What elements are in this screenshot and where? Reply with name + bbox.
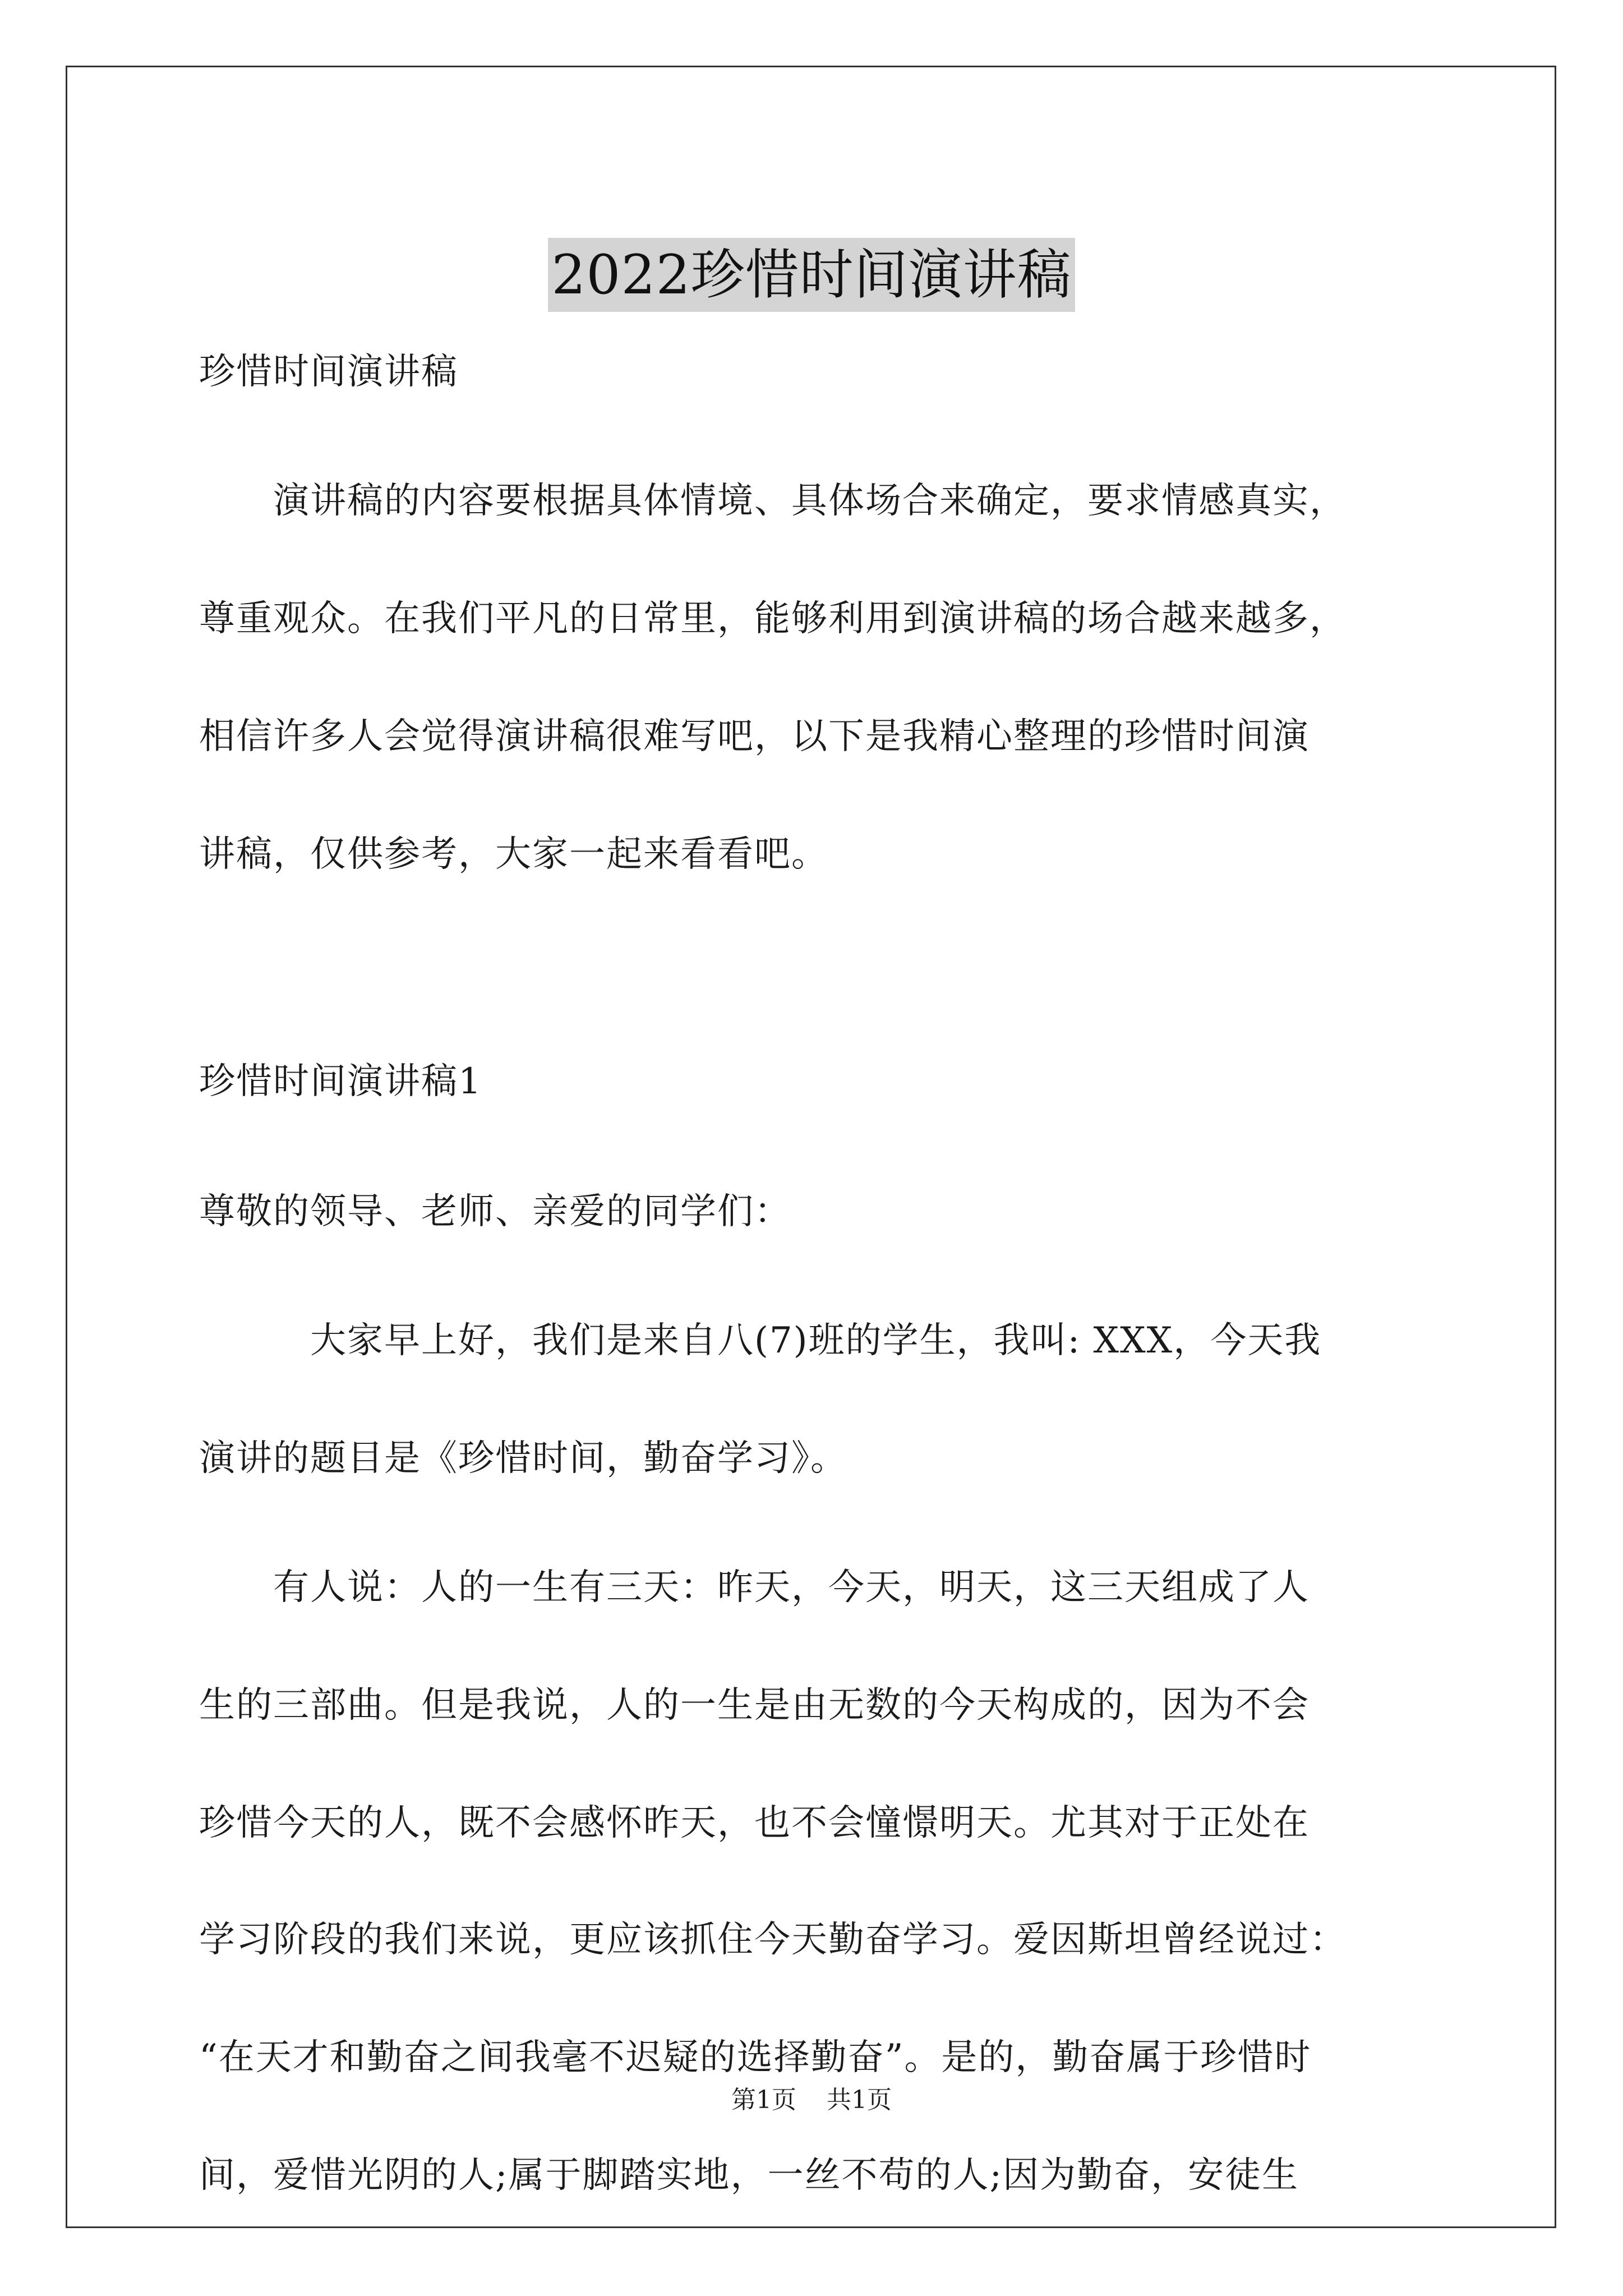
paragraph-line: “在天才和勤奋之间我毫不迟疑的选择勤奋”。是的，勤奋属于珍惜时 (199, 2037, 1312, 2078)
paragraph-line: 珍惜今天的人，既不会感怀昨天，也不会憧憬明天。尤其对于正处在 (199, 1802, 1310, 1844)
paragraph-line: 尊重观众。在我们平凡的日常里，能够利用到演讲稿的场合越来越多， (199, 598, 1347, 639)
paragraph-line: 演讲稿的内容要根据具体情境、具体场合来确定，要求情感真实， (199, 480, 1347, 522)
section-heading: 珍惜时间演讲稿 (199, 351, 458, 393)
paragraph-line: 生的三部曲。但是我说，人的一生是由无数的今天构成的，因为不会 (199, 1685, 1310, 1726)
paragraph-line: 讲稿，仅供参考，大家一起来看看吧。 (199, 834, 828, 875)
paragraph-line: 有人说：人的一生有三天：昨天，今天，明天，这三天组成了人 (199, 1567, 1310, 1608)
paragraph-line: 学习阶段的我们来说，更应该抓住今天勤奋学习。爱因斯坦曾经说过： (199, 1919, 1347, 1961)
page-total: 共1页 (827, 2086, 892, 2114)
paragraph-line: 间，爱惜光阴的人;属于脚踏实地，一丝不苟的人;因为勤奋，安徒生 (199, 2155, 1299, 2196)
page-number: 第1页 (731, 2086, 796, 2114)
document-title: 2022珍惜时间演讲稿 (548, 238, 1075, 312)
page-footer (0, 2085, 1623, 2116)
section-heading: 珍惜时间演讲稿1 (199, 1061, 482, 1102)
title-container (0, 202, 1623, 348)
salutation: 尊敬的领导、老师、亲爱的同学们： (199, 1191, 791, 1232)
paragraph-line: 大家早上好，我们是来自八(7)班的学生，我叫: XXX，今天我 (199, 1320, 1322, 1361)
paragraph-line: 相信许多人会觉得演讲稿很难写吧，以下是我精心整理的珍惜时间演 (199, 716, 1310, 757)
paragraph-line: 演讲的题目是《珍惜时间，勤奋学习》。 (199, 1438, 847, 1479)
